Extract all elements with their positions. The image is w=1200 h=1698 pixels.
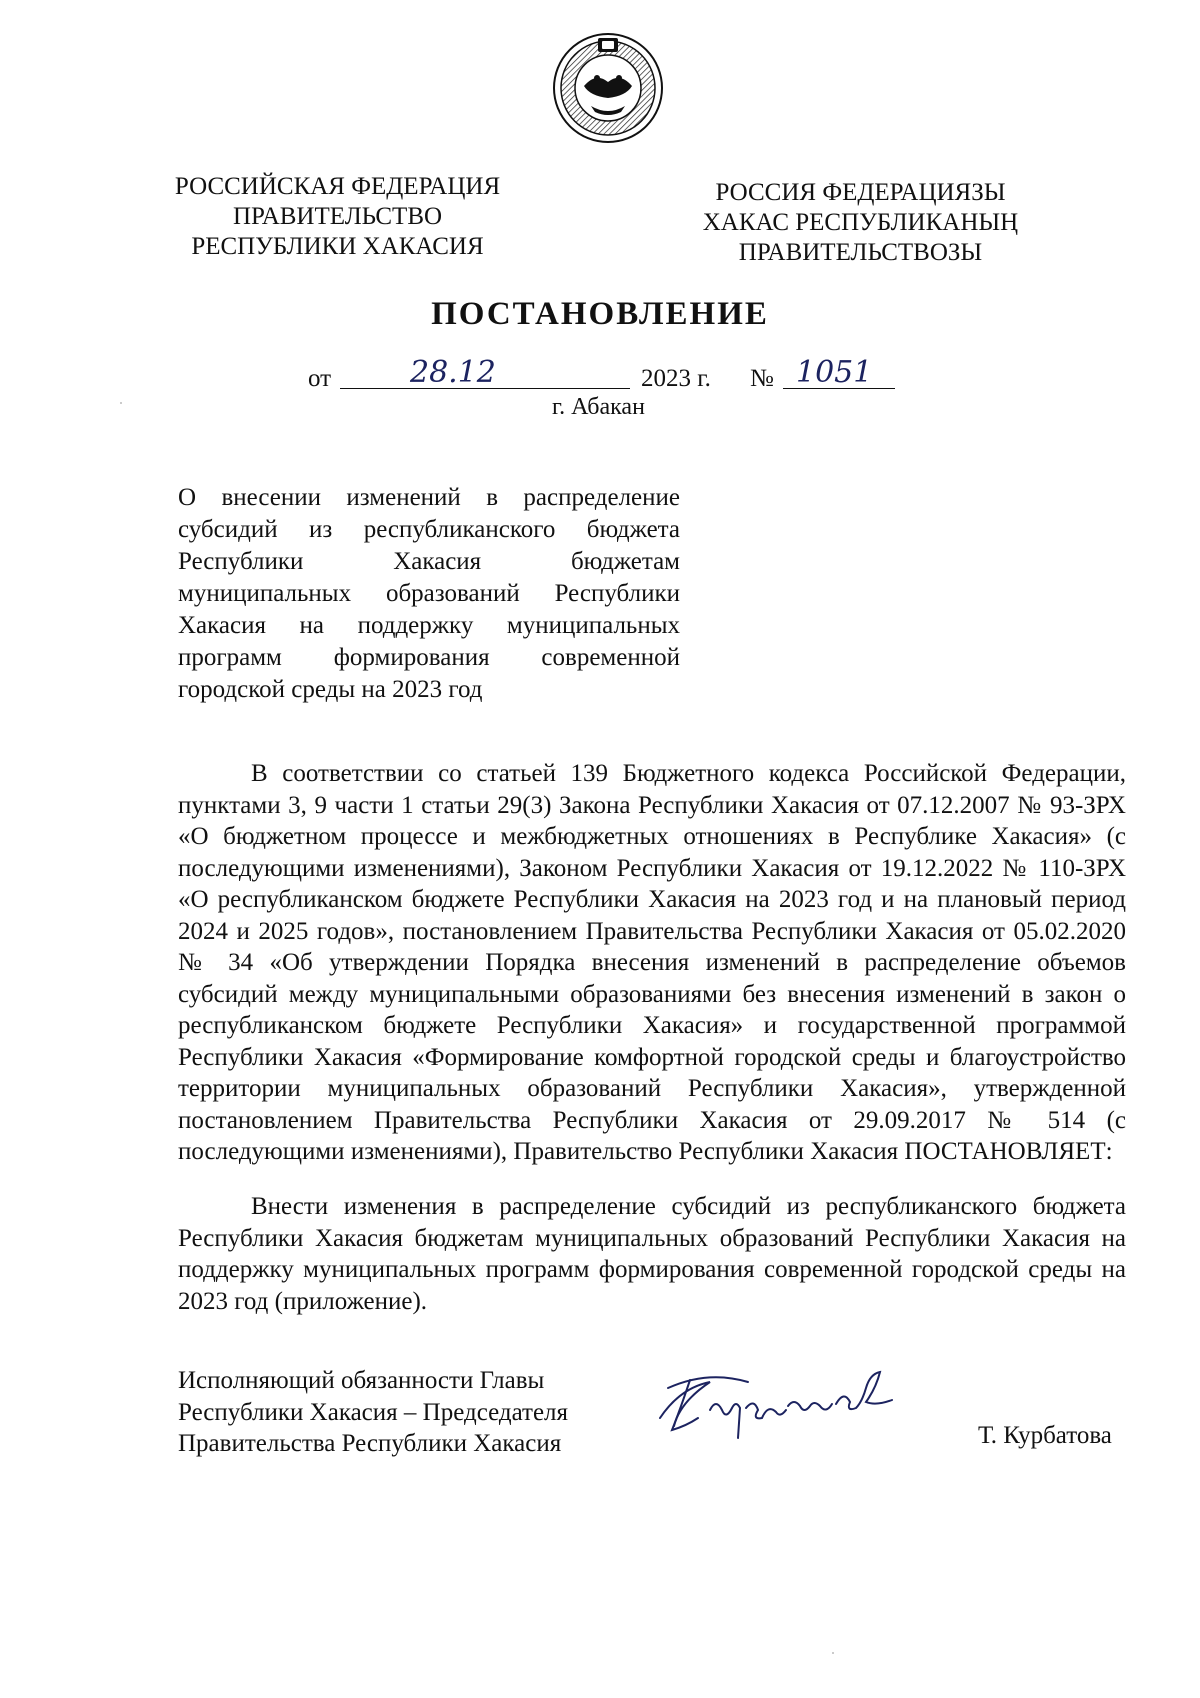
scan-speck <box>120 402 122 404</box>
signatory-position-line-2: Республики Хакасия – Председателя <box>178 1398 569 1426</box>
document-subject: О внесении изменений в распределение субсидий из республиканского бюджета Республики Хакасия бюджетам муниципальных образований Республики Хакасия на поддержку муниципальных программ формирования современной городской среды на 2023 год <box>178 484 680 703</box>
header-right-line-3: ПРАВИТЕЛЬСТВОЗЫ <box>738 239 983 266</box>
year-label: 2023 г. <box>641 365 711 392</box>
body-paragraph-2: Внести изменения в распределение субсидий из республиканского бюджета Республики Хакасия бюджетам муниципальных образований Республики Хакасия на поддержку муниципальных программ формирования современной городской среды на 2023 год (приложение). <box>178 1193 1126 1315</box>
scan-speck <box>832 1652 834 1654</box>
body-paragraph-1: В соответствии со статьей 139 Бюджетного кодекса Российской Федерации, пунктами 3, 9 части 1 статьи 29(3) Закона Республики Хакасия от 07.12.2007 № 93-ЗРХ «О бюджетном процессе и межбюджетных отношениях в Республике Хакасия» (с последующими изменениями), Законом Республики Хакасия от 19.12.2022 № 110-ЗРХ «О республиканском бюджете Республики Хакасия на 2023 год и на плановый период 2024 и 2025 годов», постановлением Правительства Республики Хакасия от 05.02.2020 № 34 «Об утверждении Порядка внесения изменений в распределение объемов субсидий между муниципальными образованиями без внесения изменений в закон о республиканском бюджете Республики Хакасия» и государственной программой Республики Хакасия «Формирование комфортной городской среды и благоустройство территории муниципальных образований Республики Хакасия», утвержденной постановлением Правительства Республики Хакасия от 29.09.2017 № 514 (с последующими изменениями), Правительство Республики Хакасия ПОСТАНОВЛЯЕТ: <box>178 760 1126 1165</box>
signatory-position <box>178 1365 568 1460</box>
header-left-line-1: РОССИЙСКАЯ ФЕДЕРАЦИЯ <box>174 173 501 200</box>
header-right-line-2: ХАКАС РЕСПУБЛИКАНЫҢ <box>702 209 1019 236</box>
header-left-line-2: ПРАВИТЕЛЬСТВО <box>232 203 443 230</box>
header-left <box>165 172 510 262</box>
city-label: г. Абакан <box>552 394 645 420</box>
header-right <box>688 178 1033 268</box>
handwritten-number: 1051 <box>796 355 873 390</box>
document-title: ПОСТАНОВЛЕНИЕ <box>431 296 769 332</box>
coat-of-arms-emblem <box>551 28 665 146</box>
number-label: № <box>750 365 774 392</box>
header-left-line-3: РЕСПУБЛИКИ ХАКАСИЯ <box>191 233 484 260</box>
header-right-line-1: РОССИЯ ФЕДЕРАЦИЯЗЫ <box>715 179 1006 206</box>
handwritten-signature <box>650 1348 920 1458</box>
signatory-position-line-1: Исполняющий обязанности Главы <box>178 1367 545 1394</box>
from-label: от <box>308 365 332 392</box>
handwritten-date: 28.12 <box>410 355 496 390</box>
signatory-position-line-3: Правительства Республики Хакасия <box>178 1430 562 1457</box>
signer-name: Т. Курбатова <box>978 1422 1112 1449</box>
